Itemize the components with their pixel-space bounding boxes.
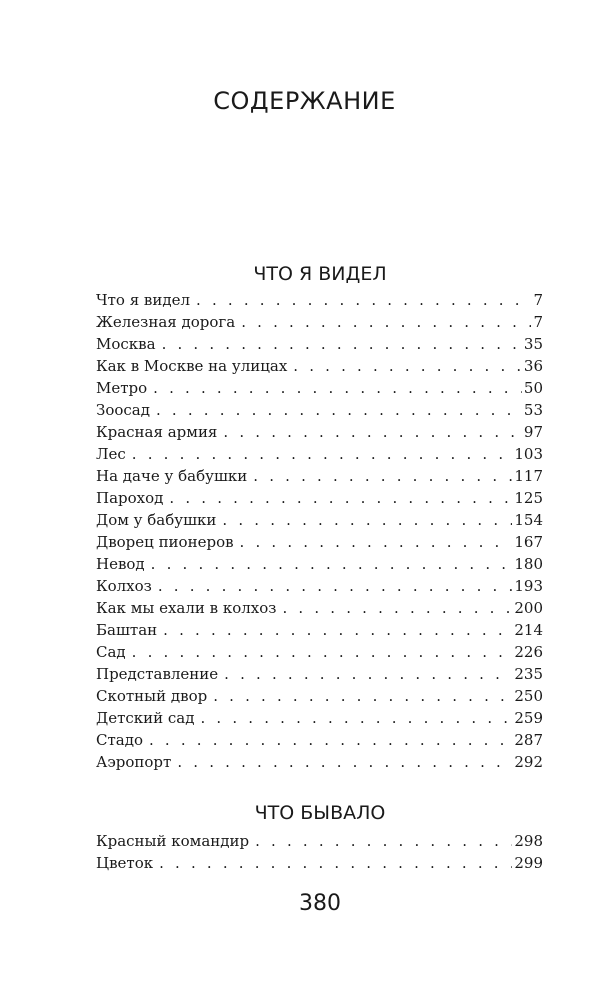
toc-entry-page: 287 [514, 731, 543, 749]
toc-entry[interactable] [96, 663, 543, 685]
toc-entry-page: 125 [514, 489, 543, 507]
toc-entry-title: Пароход [96, 489, 164, 507]
toc-dot-leader [240, 531, 513, 553]
toc-dot-leader [132, 641, 513, 663]
toc-entry[interactable] [96, 311, 543, 333]
toc-list [96, 830, 543, 874]
toc-dot-leader [293, 355, 522, 377]
toc-dot-leader [282, 597, 512, 619]
toc-entry[interactable] [96, 377, 543, 399]
toc-entry-page: 36 [523, 357, 543, 375]
page-title: СОДЕРЖАНИЕ [213, 87, 396, 115]
toc-entry-page: 292 [514, 753, 543, 771]
toc-entry-title: Лес [96, 445, 126, 463]
toc-entry[interactable] [96, 333, 543, 355]
toc-entry[interactable] [96, 619, 543, 641]
toc-entry-title: Что я видел [96, 291, 191, 309]
toc-entry-page: 259 [514, 709, 543, 727]
toc-dot-leader [224, 663, 512, 685]
toc-entry[interactable] [96, 289, 543, 311]
toc-dot-leader [177, 751, 512, 773]
toc-entry-title: Как в Москве на улицах [96, 357, 288, 375]
toc-dot-leader [162, 333, 522, 355]
toc-entry[interactable] [96, 729, 543, 751]
toc-entry-page: 250 [514, 687, 543, 705]
toc-entry-page: 226 [514, 643, 543, 661]
toc-entry-page: 180 [514, 555, 543, 573]
toc-entry[interactable] [96, 509, 543, 531]
toc-entry-title: Колхоз [96, 577, 152, 595]
toc-entry-page: 200 [514, 599, 543, 617]
toc-entry-page: 7 [533, 291, 543, 309]
toc-entry[interactable] [96, 553, 543, 575]
toc-entry-title: Дворец пионеров [96, 533, 234, 551]
toc-entry-title: Железная дорога [96, 313, 236, 331]
toc-entry-title: На даче у бабушки [96, 467, 248, 485]
toc-entry-title: Невод [96, 555, 145, 573]
toc-entry[interactable] [96, 531, 543, 553]
toc-entry-title: Детский сад [96, 709, 195, 727]
page-number: 380 [299, 891, 341, 916]
toc-entry-page: 50 [523, 379, 543, 397]
toc-entry[interactable] [96, 597, 543, 619]
toc-entry-title: Сад [96, 643, 126, 661]
toc-dot-leader [132, 443, 513, 465]
toc-list [96, 289, 543, 773]
toc-entry-page: 298 [514, 832, 543, 850]
toc-entry-page: 35 [523, 335, 543, 353]
toc-entry-page: 299 [514, 854, 543, 872]
toc-entry-title: Зоосад [96, 401, 150, 419]
toc-entry-title: Баштан [96, 621, 158, 639]
toc-entry[interactable] [96, 487, 543, 509]
toc-dot-leader [169, 487, 512, 509]
toc-entry[interactable] [96, 641, 543, 663]
toc-entry-title: Москва [96, 335, 156, 353]
toc-dot-leader [213, 685, 512, 707]
toc-entry[interactable] [96, 443, 543, 465]
toc-entry-page: 117 [514, 467, 543, 485]
toc-dot-leader [255, 830, 512, 852]
toc-entry-page: 214 [514, 621, 543, 639]
section-heading: ЧТО Я ВИДЕЛ [253, 263, 387, 285]
toc-entry-page: 154 [514, 511, 543, 529]
toc-entry[interactable] [96, 421, 543, 443]
toc-entry-page: 53 [523, 401, 543, 419]
toc-dot-leader [151, 553, 513, 575]
toc-entry-title: Красный командир [96, 832, 250, 850]
toc-entry-page: 97 [523, 423, 543, 441]
toc-dot-leader [149, 729, 512, 751]
toc-entry-title: Аэропорт [96, 753, 172, 771]
toc-dot-leader [253, 465, 512, 487]
toc-dot-leader [159, 852, 512, 874]
toc-entry-title: Метро [96, 379, 148, 397]
toc-entry[interactable] [96, 751, 543, 773]
toc-entry-page: 193 [514, 577, 543, 595]
toc-entry[interactable] [96, 575, 543, 597]
toc-entry[interactable] [96, 355, 543, 377]
toc-dot-leader [223, 421, 522, 443]
toc-dot-leader [156, 399, 522, 421]
toc-entry-page: 7 [533, 313, 543, 331]
toc-entry[interactable] [96, 852, 543, 874]
toc-entry-page: 167 [514, 533, 543, 551]
toc-entry[interactable] [96, 685, 543, 707]
toc-dot-leader [153, 377, 522, 399]
section-heading: ЧТО БЫВАЛО [254, 802, 386, 824]
toc-entry-page: 103 [514, 445, 543, 463]
toc-entry-title: Скотный двор [96, 687, 208, 705]
toc-entry-title: Представление [96, 665, 219, 683]
toc-entry[interactable] [96, 399, 543, 421]
toc-dot-leader [222, 509, 512, 531]
toc-entry-title: Красная армия [96, 423, 218, 441]
toc-dot-leader [201, 707, 513, 729]
toc-entry[interactable] [96, 707, 543, 729]
toc-entry-page: 235 [514, 665, 543, 683]
toc-entry[interactable] [96, 830, 543, 852]
toc-dot-leader [196, 289, 531, 311]
toc-dot-leader [158, 575, 513, 597]
toc-entry-title: Цветок [96, 854, 154, 872]
toc-entry-title: Как мы ехали в колхоз [96, 599, 277, 617]
toc-dot-leader [163, 619, 512, 641]
toc-entry[interactable] [96, 465, 543, 487]
toc-entry-title: Дом у бабушки [96, 511, 217, 529]
toc-entry-title: Стадо [96, 731, 143, 749]
toc-dot-leader [241, 311, 531, 333]
